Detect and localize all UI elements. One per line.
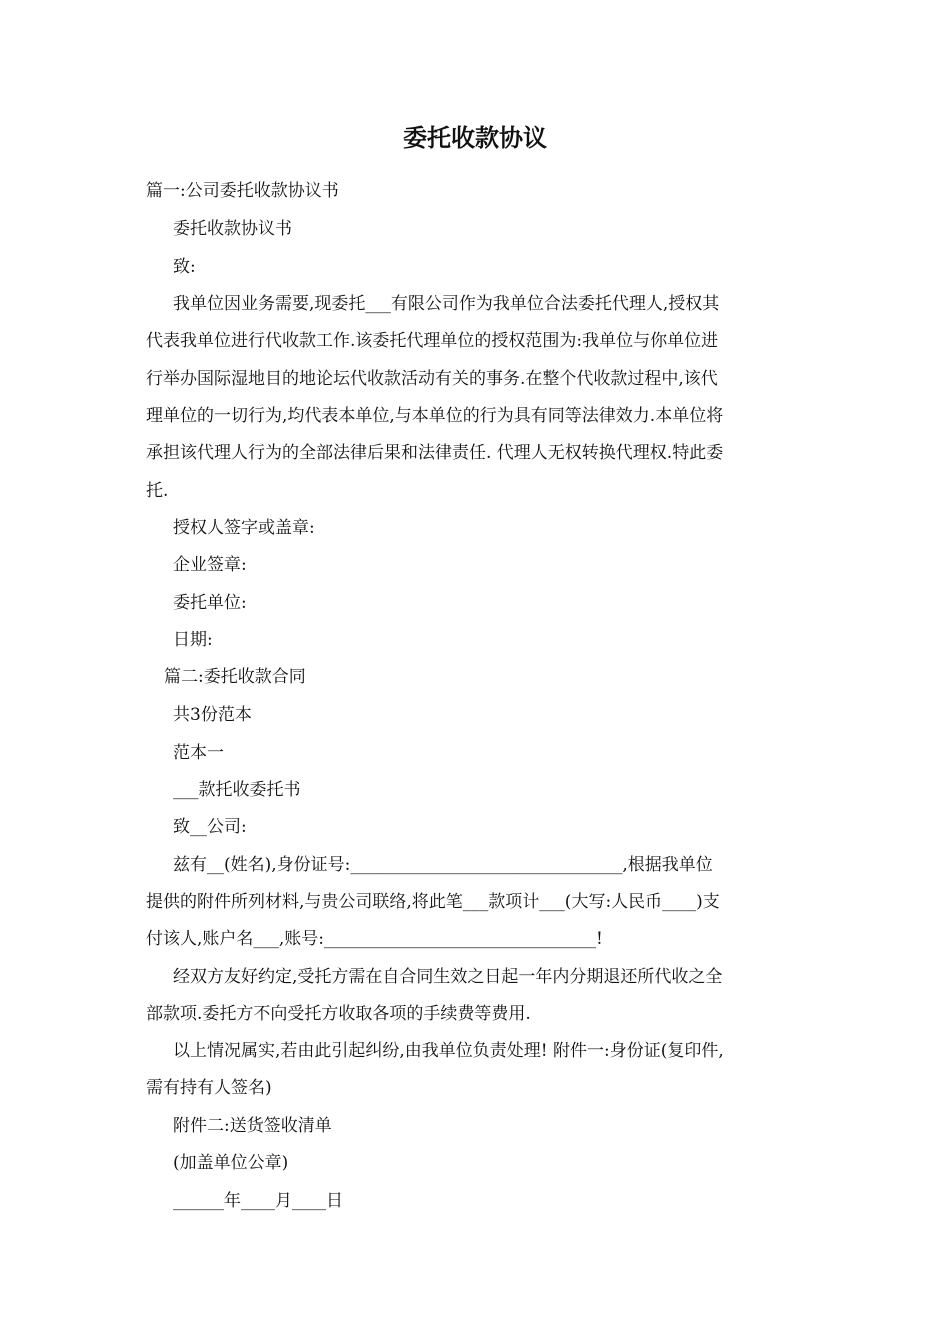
body-line: 以上情况属实,若由此引起纠纷,由我单位负责处理! 附件一:身份证(复印件, — [173, 1041, 724, 1061]
body-line: 托. — [146, 481, 169, 501]
body-line: 部款项.委托方不向受托方收取各项的手续费等费用. — [146, 1004, 531, 1024]
body-line: 承担该代理人行为的全部法律后果和法律责任. 代理人无权转换代理权.特此委 — [146, 443, 724, 463]
client-unit-label: 委托单位: — [173, 593, 247, 613]
salutation-line: 致: — [173, 257, 196, 277]
body-line: 付该人,账户名___,账号:________________________________! — [146, 929, 603, 949]
salutation-line: 致__公司: — [173, 817, 247, 837]
seal-note-line: (加盖单位公章) — [173, 1153, 289, 1173]
body-line: 共3份范本 — [173, 705, 252, 725]
attachment-line: 附件二:送货签收清单 — [173, 1116, 332, 1136]
subtitle-line: 委托收款协议书 — [173, 219, 292, 239]
body-line: 兹有__(姓名),身份证号:________________________________,根据我单位 — [173, 855, 713, 875]
body-line: 提供的附件所列材料,与贵公司联络,将此笔___款项计___(大写:人民币____)支 — [146, 892, 720, 912]
body-line: 理单位的一切行为,均代表本单位,与本单位的行为具有同等法律效力.本单位将 — [146, 406, 724, 426]
body-line: 代表我单位进行代收款工作.该委托代理单位的授权范围为:我单位与你单位进 — [146, 331, 719, 351]
date-blank-line: ______年____月____日 — [173, 1191, 343, 1211]
body-line: ___款托收委托书 — [173, 780, 301, 800]
body-line: 我单位因业务需要,现委托___有限公司作为我单位合法委托代理人,授权其 — [173, 294, 720, 314]
section-one-heading: 篇一:公司委托收款协议书 — [146, 181, 339, 201]
document-title: 委托收款协议 — [403, 123, 547, 152]
date-label: 日期: — [173, 630, 213, 650]
signature-field-label: 授权人签字或盖章: — [173, 518, 315, 538]
body-line: 行举办国际湿地目的地论坛代收款活动有关的事务.在整个代收款过程中,该代 — [146, 369, 718, 389]
sample-heading: 范本一 — [173, 743, 224, 763]
section-two-heading: 篇二:委托收款合同 — [164, 667, 306, 687]
body-line: 需有持有人签名) — [146, 1078, 272, 1098]
company-seal-label: 企业签章: — [173, 555, 247, 575]
body-line: 经双方友好约定,受托方需在自合同生效之日起一年内分期退还所代收之全 — [173, 967, 723, 987]
